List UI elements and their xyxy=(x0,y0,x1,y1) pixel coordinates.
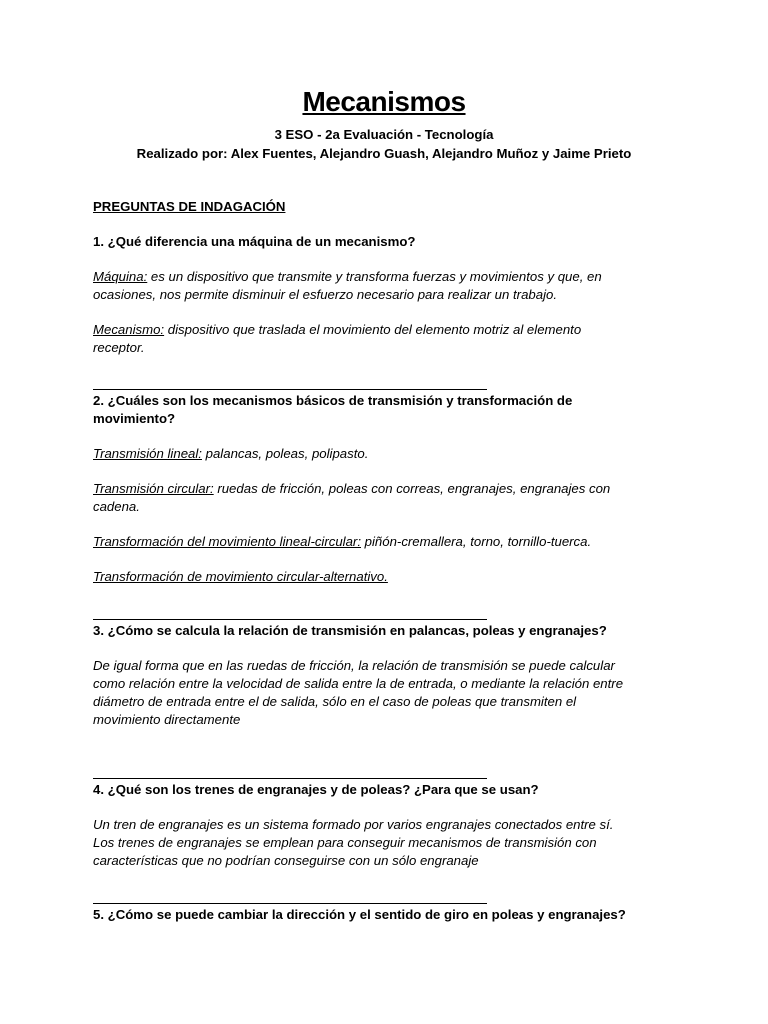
question-3: 3. ¿Cómo se calcula la relación de transmisión en palancas, poleas y engranajes? xyxy=(93,623,607,638)
answer-2-circular xyxy=(93,481,610,496)
section-heading: PREGUNTAS DE INDAGACIÓN xyxy=(93,199,286,214)
answer-text: ruedas de fricción, poleas con correas, engranajes, engranajes con xyxy=(213,481,611,496)
answer-4-line: Los trenes de engranajes se emplean para conseguir mecanismos de transmisión con xyxy=(93,835,597,850)
term-maquina: Máquina: xyxy=(93,269,148,284)
answer-2-lineal-circular xyxy=(93,534,591,549)
answer-4-line: características que no podrían conseguirse con un sólo engranaje xyxy=(93,853,479,868)
authors-line: Realizado por: Alex Fuentes, Alejandro Guash, Alejandro Muñoz y Jaime Prieto xyxy=(136,146,632,161)
separator-line xyxy=(93,619,487,620)
answer-1-mecanismo xyxy=(93,322,581,337)
question-2: 2. ¿Cuáles son los mecanismos básicos de transmisión y transformación de xyxy=(93,393,573,408)
question-5: 5. ¿Cómo se puede cambiar la dirección y el sentido de giro en poleas y engranajes? xyxy=(93,907,626,922)
question-4: 4. ¿Qué son los trenes de engranajes y de poleas? ¿Para que se usan? xyxy=(93,782,539,797)
answer-text: dispositivo que traslada el movimiento del elemento motriz al elemento xyxy=(164,322,582,337)
course-subtitle: 3 ESO - 2a Evaluación - Tecnología xyxy=(274,127,494,142)
answer-2-circular-alternativo: Transformación de movimiento circular-alternativo. xyxy=(93,569,388,584)
term-mecanismo: Mecanismo: xyxy=(93,322,165,337)
answer-1-maquina xyxy=(93,269,602,284)
answer-3-line: como relación entre la velocidad de salida entre la de entrada, o mediante la relación entre xyxy=(93,676,624,691)
answer-text: palancas, poleas, polipasto. xyxy=(201,446,369,461)
document-title: Mecanismos xyxy=(302,86,466,117)
answer-1-mecanismo-line2: receptor. xyxy=(93,340,145,355)
question-2-line2: movimiento? xyxy=(93,411,176,426)
answer-text: es un dispositivo que transmite y transforma fuerzas y movimientos y que, en xyxy=(147,269,602,284)
answer-4-line: Un tren de engranajes es un sistema formado por varios engranajes conectados entre sí. xyxy=(93,817,614,832)
answer-1-maquina-line2: ocasiones, nos permite disminuir el esfuerzo necesario para realizar un trabajo. xyxy=(93,287,557,302)
term-transformacion-lineal-circular: Transformación del movimiento lineal-circular: xyxy=(93,534,361,549)
answer-3-line: diámetro de entrada entre el de salida, sólo en el caso de poleas que transmiten el xyxy=(93,694,577,709)
answer-2-lineal xyxy=(93,446,368,461)
term-transmision-circular: Transmisión circular: xyxy=(93,481,214,496)
separator-line xyxy=(93,778,487,779)
answer-3-line: De igual forma que en las ruedas de fricción, la relación de transmisión se puede calcular xyxy=(93,658,615,673)
separator-line xyxy=(93,389,487,390)
answer-2-circular-line2: cadena. xyxy=(93,499,140,514)
separator-line xyxy=(93,903,487,904)
answer-3-line: movimiento directamente xyxy=(93,712,241,727)
question-1: 1. ¿Qué diferencia una máquina de un mecanismo? xyxy=(93,234,416,249)
term-transmision-lineal: Transmisión lineal: xyxy=(93,446,202,461)
answer-text: piñón-cremallera, torno, tornillo-tuerca. xyxy=(361,534,592,549)
